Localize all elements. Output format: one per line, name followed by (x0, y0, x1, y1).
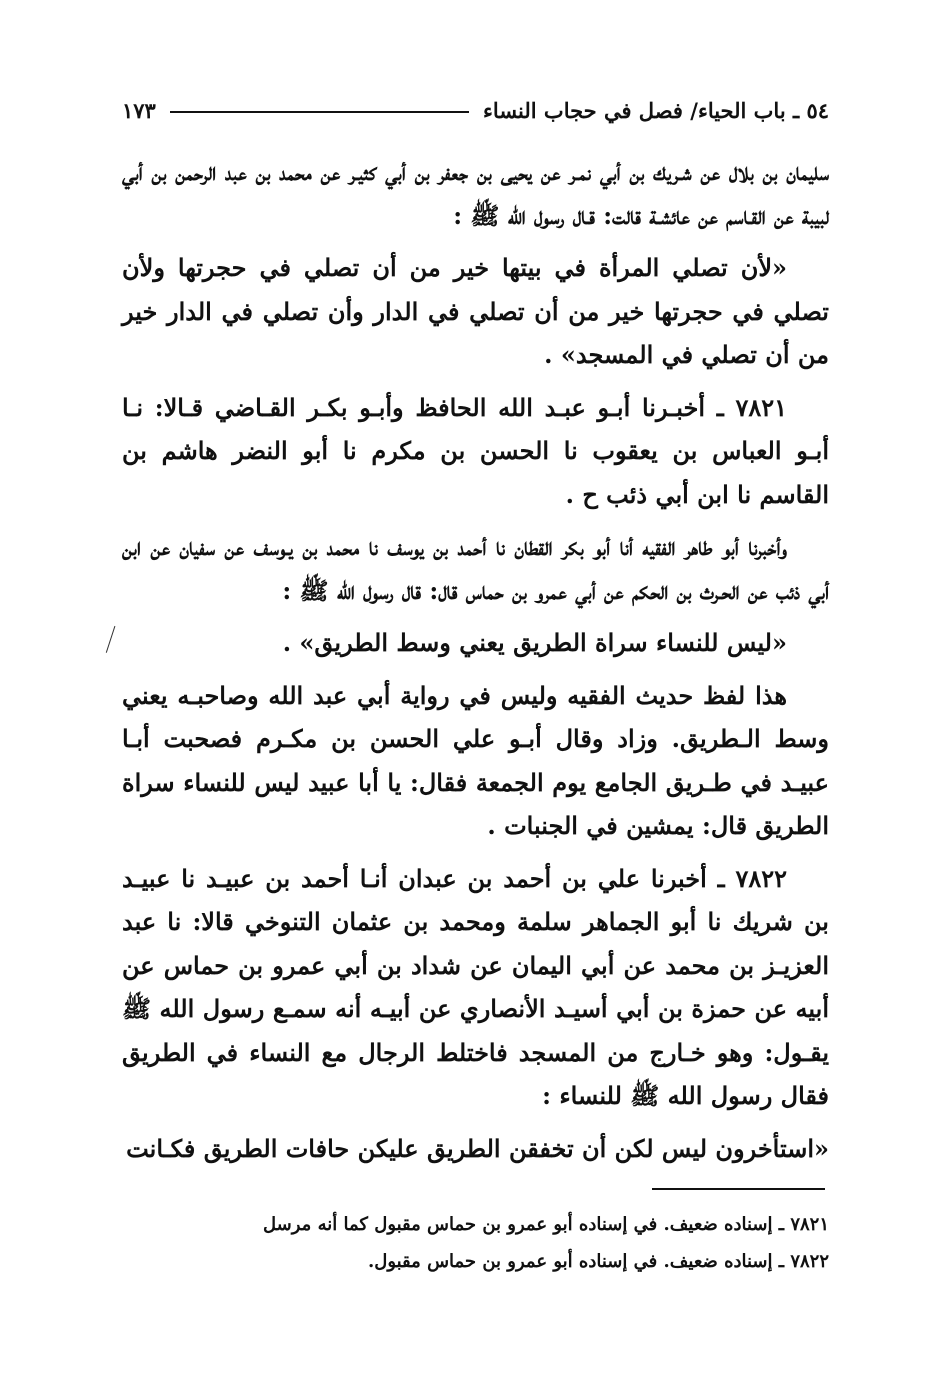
paragraph-6: هذا لفظ حديث الفقيه وليس في رواية أبي عبد الله وصاحبـه يعني وسط الـطريق. وزاد وقال أبـو علي الحسن بن مكـرم فصحبت أبـا عبيـد في طـريق الجامع يوم الجمعة فقال: يا أبا عبيد ليس للنساء سراة الطريق قال: يمشين في الجنبات . (122, 680, 829, 840)
footnote-2: ٧٨٢٢ ـ إسناده ضعيف. في إسناده أبو عمرو بن حماس مقبول. (367, 1251, 829, 1272)
paragraph-4: وأخبرنا أبو طاهر الفقيه أنا أبو بكر القطان نا أحمد بن يوسف نا محمد بن يـوسف عن سفيان عن ابن أبي ذئب عن الحـرث بن الحكم عن أبي عمرو بن حماس قال: قال رسول الله ﷺ : (122, 532, 829, 605)
margin-mark (106, 626, 119, 654)
paragraph-8: «استأخرون ليس لكن أن تخفقن الطريق عليكن حافات الطريق فكـانت (126, 1133, 829, 1163)
paragraph-2: «لأن تصلي المرأة في بيتها خير من أن تصلي في حجرتها ولأن تصلي في حجرتها خير من أن تصلي في الدار وأن تصلي في الدار خير من أن تصلي في المسجد» . (122, 253, 829, 369)
page-number: ١٧٣ (122, 97, 156, 123)
paragraph-3: ٧٨٢١ ـ أخبـرنا أبـو عبـد الله الحافظ وأبـو بكـر القـاضي قـالا: نـا أبـو العباس بن يعقوب نا الحسن بن مكرم نا أبو النضر هاشم بن القاسم نا ابن أبي ذئب ح . (122, 392, 829, 509)
footnote-separator (652, 1188, 825, 1190)
paragraph-1: سليمان بن بلال عن شـريك بن أبي نمـر عن يحيى بن جعفر بن أبي كثيـر عن محمد بن عبد الرحمن بن أبي لبيبة عن القـاسم عن عائشـة قالت: قـال رسول الله ﷺ : (122, 157, 829, 230)
chapter-title: ٥٤ ـ باب الحياء/ فصل في حجاب النساء (483, 97, 829, 123)
main-text (122, 150, 829, 1179)
paragraph-5: «ليس للنساء سراة الطريق يعني وسط الطريق» . (282, 628, 787, 657)
paragraph-7: ٧٨٢٢ ـ أخبرنا علي بن أحمد بن عبدان أنـا أحمد بن عبيـد نا عبيـد بن شريك نا أبو الجماهر سلمة ومحمد بن عثمان التنوخي قالا: نا عبد العزيـز بن محمد عن أبي اليمان عن شداد بن أبي عمرو بن حماس عن أبيه عن حمزة بن أبي أسيـد الأنصاري عن أبيـه أنه سمـع رسول الله ﷺ يقـول: وهو خـارج من المسجد فاختلط الرجال مع النساء في الطريق فقال رسول الله ﷺ للنساء : (122, 863, 829, 1110)
header-rule (170, 111, 469, 113)
footnote-1: ٧٨٢١ ـ إسناده ضعيف. في إسناده أبو عمرو بن حماس مقبول كما أنه مرسل (263, 1214, 829, 1235)
footnotes (122, 1206, 829, 1280)
running-header (122, 92, 829, 128)
